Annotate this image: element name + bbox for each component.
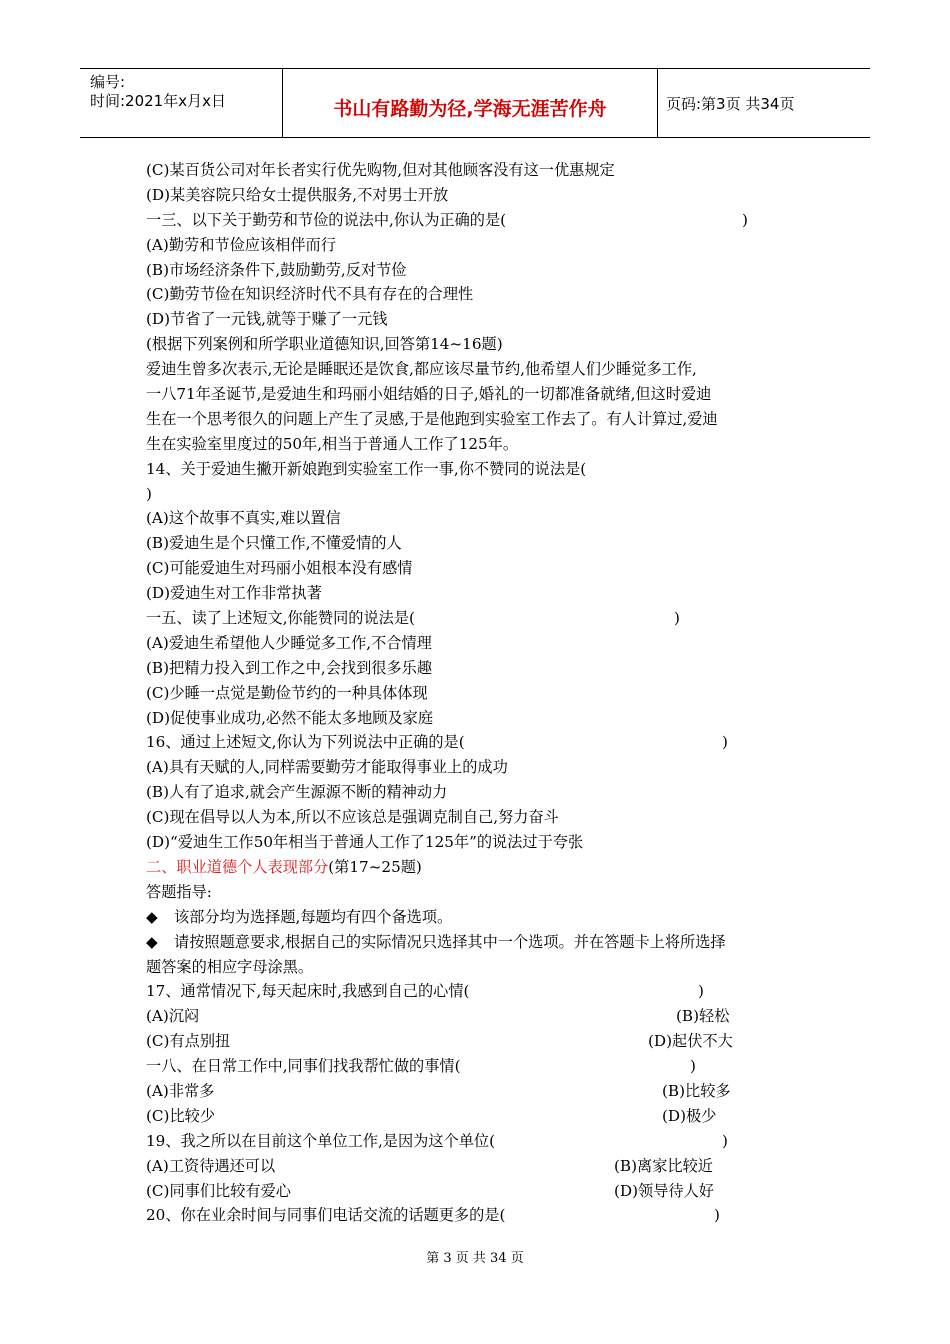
text-line xyxy=(146,581,816,606)
line-text: (A)爱迪生希望他人少睡觉多工作,不合情理 xyxy=(146,633,432,652)
text-line xyxy=(146,1129,816,1154)
text-line xyxy=(146,208,816,233)
line-right-text: (B)离家比较近 xyxy=(614,1156,713,1175)
line-text: (根据下列案例和所学职业道德知识,回答第14~16题) xyxy=(146,335,503,354)
line-right-text: (D)极少 xyxy=(662,1106,717,1125)
line-suffix: (第17~25题) xyxy=(328,857,422,876)
text-line xyxy=(146,258,816,283)
line-text: 生在一个思考很久的问题上产生了灵感,于是他跑到实验室工作去了。有人计算过,爱迪 xyxy=(146,409,718,428)
text-line xyxy=(146,233,816,258)
line-text: (A)勤劳和节俭应该相伴而行 xyxy=(146,235,336,254)
text-line xyxy=(146,1004,816,1029)
text-line xyxy=(146,955,816,980)
line-text: (C)某百货公司对年长者实行优先购物,但对其他顾客没有这一优惠规定 xyxy=(146,161,615,179)
text-line xyxy=(146,805,816,830)
line-text: 答题指导: xyxy=(146,882,212,901)
document-number-label: 编号: xyxy=(90,73,126,91)
text-line xyxy=(146,1154,816,1179)
line-right-text: (B)比较多 xyxy=(662,1081,731,1100)
line-text: (C)现在倡导以人为本,所以不应该总是强调克制自己,努力奋斗 xyxy=(146,808,559,827)
text-line xyxy=(146,282,816,307)
text-line xyxy=(146,681,816,706)
line-right-text: ) xyxy=(742,210,748,229)
line-text: 一三、以下关于勤劳和节俭的说法中,你认为正确的是( xyxy=(146,210,507,229)
line-right-text: ) xyxy=(674,609,680,628)
text-line xyxy=(146,606,816,631)
line-text: ) xyxy=(146,484,152,503)
text-line xyxy=(146,1203,816,1228)
line-text: 14、关于爱迪生撇开新娘跑到实验室工作一事,你不赞同的说法是( xyxy=(146,459,587,478)
text-line xyxy=(146,706,816,731)
text-line xyxy=(146,656,816,681)
line-text: (C)少睡一点觉是勤俭节约的一种具体体现 xyxy=(146,683,428,702)
line-text: 题答案的相应字母涂黑。 xyxy=(146,957,314,976)
header-right-cell xyxy=(658,69,870,137)
line-text: (D)节省了一元钱,就等于赚了一元钱 xyxy=(146,310,388,329)
text-line xyxy=(146,158,816,183)
page-header xyxy=(80,68,870,138)
line-text: (B)把精力投入到工作之中,会找到很多乐趣 xyxy=(146,658,433,677)
line-text: (C)有点别扭 xyxy=(146,1032,231,1051)
text-line xyxy=(146,457,816,482)
text-line xyxy=(146,482,816,507)
text-line xyxy=(146,730,816,755)
line-text: (D)爱迪生对工作非常执著 xyxy=(146,584,322,603)
text-line xyxy=(146,332,816,357)
text-line xyxy=(146,407,816,432)
line-text: (C)勤劳节俭在知识经济时代不具有存在的合理性 xyxy=(146,285,474,304)
line-text: 生在实验室里度过的50年,相当于普通人工作了125年。 xyxy=(146,434,519,453)
line-right-text: (B)轻松 xyxy=(676,1007,730,1026)
line-text: 请按照题意要求,根据自己的实际情况只选择其中一个选项。并在答题卡上将所选择 xyxy=(174,932,726,951)
text-line xyxy=(146,905,816,930)
line-text: 二、职业道德个人表现部分 xyxy=(146,857,329,876)
text-line xyxy=(146,1054,816,1079)
text-line xyxy=(146,183,816,208)
line-text: (D)“爱迪生工作50年相当于普通人工作了125年”的说法过于夸张 xyxy=(146,833,584,852)
header-left-cell xyxy=(80,69,283,137)
line-right-text: (D)起伏不大 xyxy=(648,1032,733,1051)
text-line xyxy=(146,531,816,556)
text-line xyxy=(146,1179,816,1204)
line-text: 17、通常情况下,每天起床时,我感到自己的心情( xyxy=(146,982,470,1001)
line-text: (B)人有了追求,就会产生源源不断的精神动力 xyxy=(146,783,448,802)
text-line xyxy=(146,1029,816,1054)
text-line xyxy=(146,855,816,880)
line-text: 一八、在日常工作中,同事们找我帮忙做的事情( xyxy=(146,1057,461,1076)
header-middle-cell xyxy=(283,69,658,137)
line-right-text: ) xyxy=(690,1057,696,1076)
page-footer: 第 3 页 共 34 页 xyxy=(426,1251,524,1266)
line-text: (C)同事们比较有爱心 xyxy=(146,1181,291,1200)
text-line xyxy=(146,930,816,955)
text-line xyxy=(146,506,816,531)
bullet-diamond-icon: ◆ xyxy=(146,932,158,951)
bullet-diamond-icon: ◆ xyxy=(146,907,158,926)
line-text: 爱迪生曾多次表示,无论是睡眠还是饮食,都应该尽量节约,他希望人们少睡觉多工作, xyxy=(146,360,697,379)
text-line xyxy=(146,357,816,382)
line-text: 该部分均为选择题,每题均有四个备选项。 xyxy=(174,907,453,926)
line-text: (C)可能爱迪生对玛丽小姐根本没有感情 xyxy=(146,559,413,578)
line-text: 16、通过上述短文,你认为下列说法中正确的是( xyxy=(146,733,465,752)
document-body xyxy=(146,158,816,1228)
header-motto: 书山有路勤为径,学海无涯苦作舟 xyxy=(333,97,607,120)
line-right-text: (D)领导待人好 xyxy=(614,1181,714,1200)
text-line xyxy=(146,1104,816,1129)
line-text: (C)比较少 xyxy=(146,1106,216,1125)
document-time-label: 时间:2021年x月x日 xyxy=(90,92,226,110)
line-right-text: ) xyxy=(698,982,704,1001)
line-text: (D)促使事业成功,必然不能太多地顾及家庭 xyxy=(146,708,434,727)
line-text: (A)具有天赋的人,同样需要勤劳才能取得事业上的成功 xyxy=(146,758,508,777)
text-line xyxy=(146,979,816,1004)
line-text: 19、我之所以在目前这个单位工作,是因为这个单位( xyxy=(146,1131,496,1150)
line-text: (B)爱迪生是个只懂工作,不懂爱情的人 xyxy=(146,534,402,553)
line-text: 一五、读了上述短文,你能赞同的说法是( xyxy=(146,609,415,628)
line-right-text: ) xyxy=(722,733,728,752)
line-text: (A)非常多 xyxy=(146,1081,215,1100)
text-line xyxy=(146,432,816,457)
line-right-text: ) xyxy=(722,1131,728,1150)
text-line xyxy=(146,556,816,581)
line-text: (A)工资待遇还可以 xyxy=(146,1156,276,1175)
text-line xyxy=(146,880,816,905)
text-line xyxy=(146,1079,816,1104)
text-line xyxy=(146,631,816,656)
line-text: 20、你在业余时间与同事们电话交流的话题更多的是( xyxy=(146,1206,506,1225)
text-line xyxy=(146,830,816,855)
text-line xyxy=(146,780,816,805)
line-right-text: ) xyxy=(714,1206,720,1225)
line-text: (A)这个故事不真实,难以置信 xyxy=(146,509,341,528)
line-text: (A)沉闷 xyxy=(146,1007,200,1026)
text-line xyxy=(146,307,816,332)
line-text: (D)某美容院只给女士提供服务,不对男士开放 xyxy=(146,185,449,204)
line-text: 一八71年圣诞节,是爱迪生和玛丽小姐结婚的日子,婚礼的一切都准备就绪,但这时爱迪 xyxy=(146,385,712,404)
text-line xyxy=(146,755,816,780)
header-page-info: 页码:第3页 共34页 xyxy=(666,94,795,113)
text-line xyxy=(146,382,816,407)
line-text: (B)市场经济条件下,鼓励勤劳,反对节俭 xyxy=(146,260,407,279)
